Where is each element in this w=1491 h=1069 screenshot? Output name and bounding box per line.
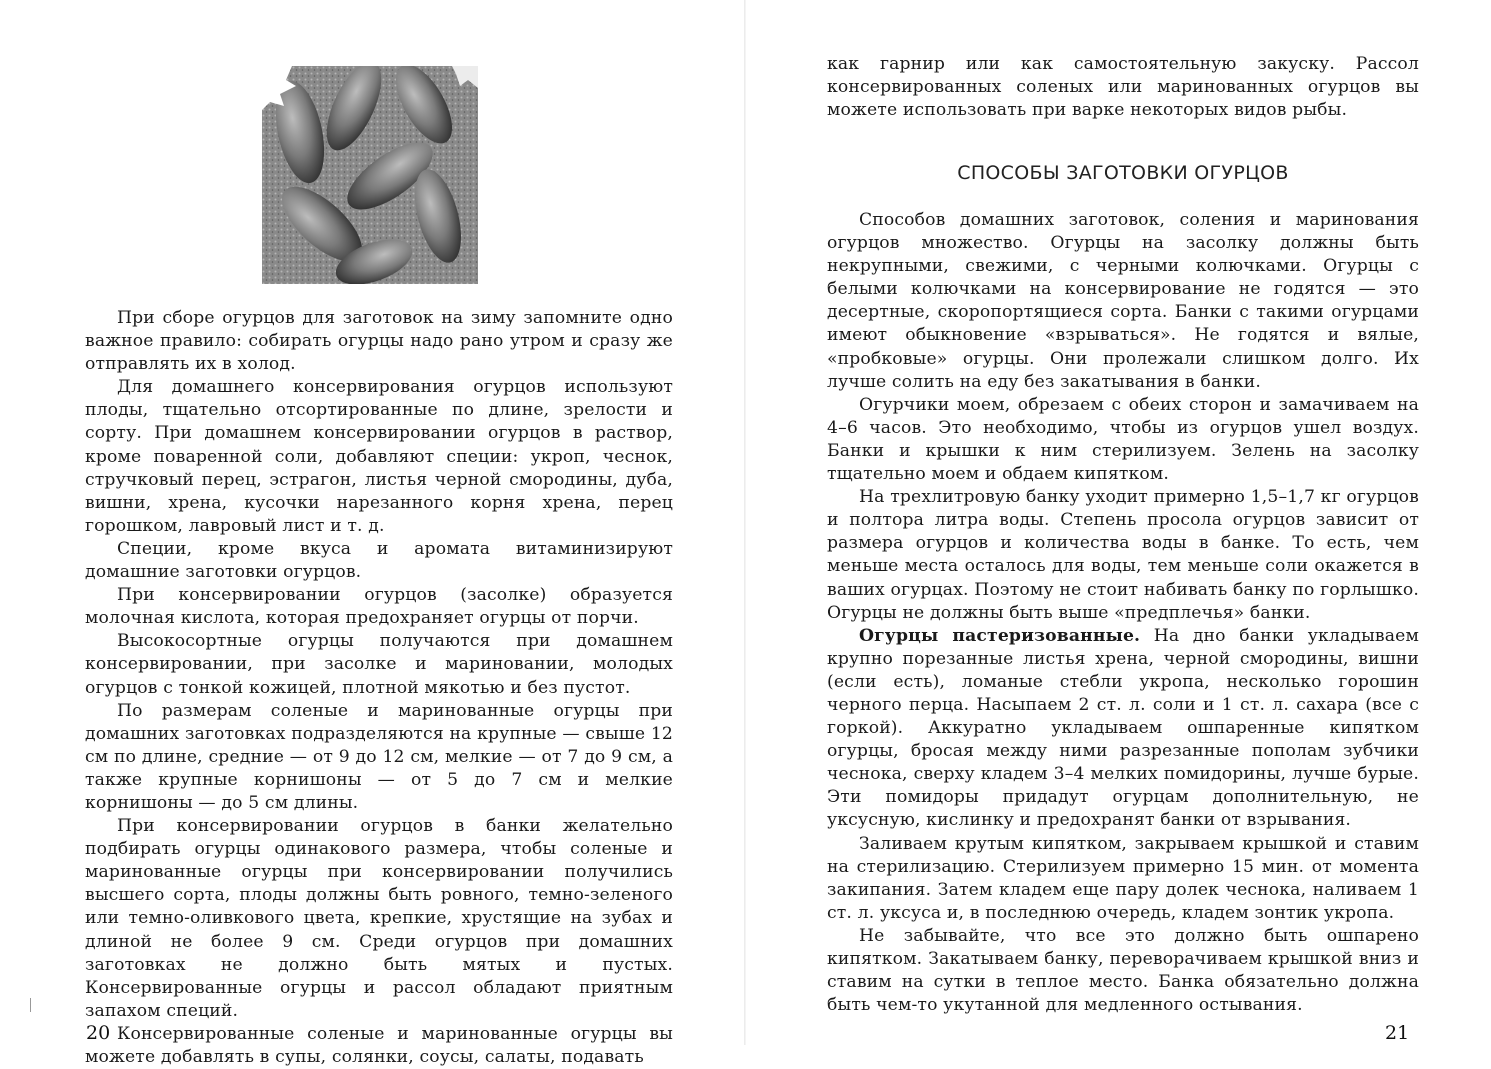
right-page	[745, 0, 1491, 1045]
left-page	[0, 0, 745, 1067]
paragraph: При консервировании огурцов в банки желательно подбирать огурцы одинакового размера, чтобы соленые и маринованные огурцы при консервировании получились высшего сорта, плоды должны быть ровного, темно-зеленого или темно-оливкового цвета, крепкие, хрустящие на зубах и длиной не более 9 см. Среди огурцов при домашних заготовках не должно быть мятых и пустых. Консервированные огурцы и рассол обладают приятным запахом специй.	[85, 816, 673, 1021]
cucumbers-image-icon	[262, 66, 478, 284]
paragraph: При сборе огурцов для заготовок на зиму запомните одно важное правило: собирать огурцы надо рано утром и сразу же отправлять их в холод.	[85, 308, 673, 375]
right-page-continuation	[827, 53, 1419, 122]
right-page-body	[827, 209, 1419, 1017]
paragraph: По размерам соленые и маринованные огурцы при домашних заготовках подразделяются на крупные — свыше 12 см по длине, средние — от 9 до 12 см, мелкие — от 7 до 9 см, а также крупные корнишоны — от 5 до 7 см и мелкие корнишоны — до 5 см длины.	[85, 700, 673, 813]
margin-mark	[30, 998, 31, 1012]
paragraph: как гарнир или как самостоятельную закуску. Рассол консервированных соленых или маринованных огурцов вы можете использовать при варке некоторых видов рыбы.	[827, 54, 1419, 121]
section-title: СПОСОБЫ ЗАГОТОВКИ ОГУРЦОВ	[957, 162, 1289, 184]
paragraph: При консервировании огурцов (засолке) образуется молочная кислота, которая предохраняет огурцы от порчи.	[85, 585, 673, 629]
paragraph: Огурчики моем, обрезаем с обеих сторон и замачиваем на 4–6 часов. Это необходимо, чтобы из огурцов ушел воздух. Банки и крышки к ним стерилизуем. Зелень на засолку тщательно моем и обдаем кипятком.	[827, 394, 1419, 485]
paragraph: Способов домашних заготовок, соления и маринования огурцов множество. Огурцы на засолку должны быть некрупными, свежими, с черными колючками. Огурцы с белыми колючками на консервирование не годятся — это десертные, скоропортящиеся сорта. Банки с такими огурцами имеют обыкновение «взрываться». Не годятся и вялые, «пробковые» огурцы. Они пролежали слишком долго. Их лучше солить на еду без закатывания в банки.	[827, 210, 1419, 392]
paragraph	[827, 625, 1419, 833]
paragraph: Специи, кроме вкуса и аромата витаминизируют домашние заготовки огурцов.	[85, 538, 673, 583]
paragraph: Заливаем крутым кипятком, закрываем крышкой и ставим на стерилизацию. Стерилизуем примерно 15 мин. от момента закипания. Затем кладем еще пару долек чеснока, наливаем 1 ст. л. уксуса и, в последнюю очередь, кладем зонтик укропа.	[827, 833, 1419, 923]
paragraph: Консервированные соленые и маринованные огурцы вы можете добавлять в супы, солянки, соусы, салаты, подавать	[85, 1023, 673, 1067]
page-number-right: 21	[1385, 1022, 1410, 1044]
left-page-body	[85, 307, 673, 1069]
bold-term: Огурцы пастеризованные.	[859, 625, 1141, 646]
paragraph: Не забывайте, что все это должно быть ошпарено кипятком. Закатываем банку, переворачиваем крышкой вниз и ставим на сутки в теплое место. Банка обязательно должна быть чем-то укутанной для медленного остывания.	[827, 925, 1419, 1016]
paragraph-text: На дно банки укладываем крупно порезанные листья хрена, черной смородины, вишни (если есть), ломаные стебли укропа, несколько горошин черного перца. Насыпаем 2 ст. л. соли и 1 ст. л. сахара (все с горкой). Аккуратно укладываем ошпаренные кипятком огурцы, бросая между ними разрезанные пополам зубчики чеснока, сверху кладем 3–4 мелких помидорины, лучше бурые. Эти помидоры придадут огурцам дополнительную, не уксусную, кислинку и предохранят банки от взрывания.	[827, 625, 1419, 831]
pickled-cucumbers-photo	[262, 66, 478, 284]
paragraph: Для домашнего консервирования огурцов используют плоды, тщательно отсортированные по длине, зрелости и сорту. При домашнем консервировании огурцов в раствор, кроме поваренной соли, добавляют специи: укроп, чеснок, стручковый перец, эстрагон, листья черной смородины, дуба, вишни, хрена, кусочки нарезанного корня хрена, перец горошком, лавровый лист и т. д.	[85, 377, 673, 536]
page-number-left: 20	[86, 1022, 111, 1044]
paragraph: Высокосортные огурцы получаются при домашнем консервировании, при засолке и мариновании, молодых огурцов с тонкой кожицей, плотной мякотью и без пустот.	[85, 631, 673, 698]
paragraph: На трехлитровую банку уходит примерно 1,5–1,7 кг огурцов и полтора литра воды. Степень просола огурцов зависит от размера огурцов и количества воды в банке. То есть, чем меньше места осталось для воды, тем меньше соли окажется в ваших огурцах. Поэтому не стоит набивать банку по горлышко. Огурцы не должны быть выше «предплечья» банки.	[827, 487, 1419, 623]
